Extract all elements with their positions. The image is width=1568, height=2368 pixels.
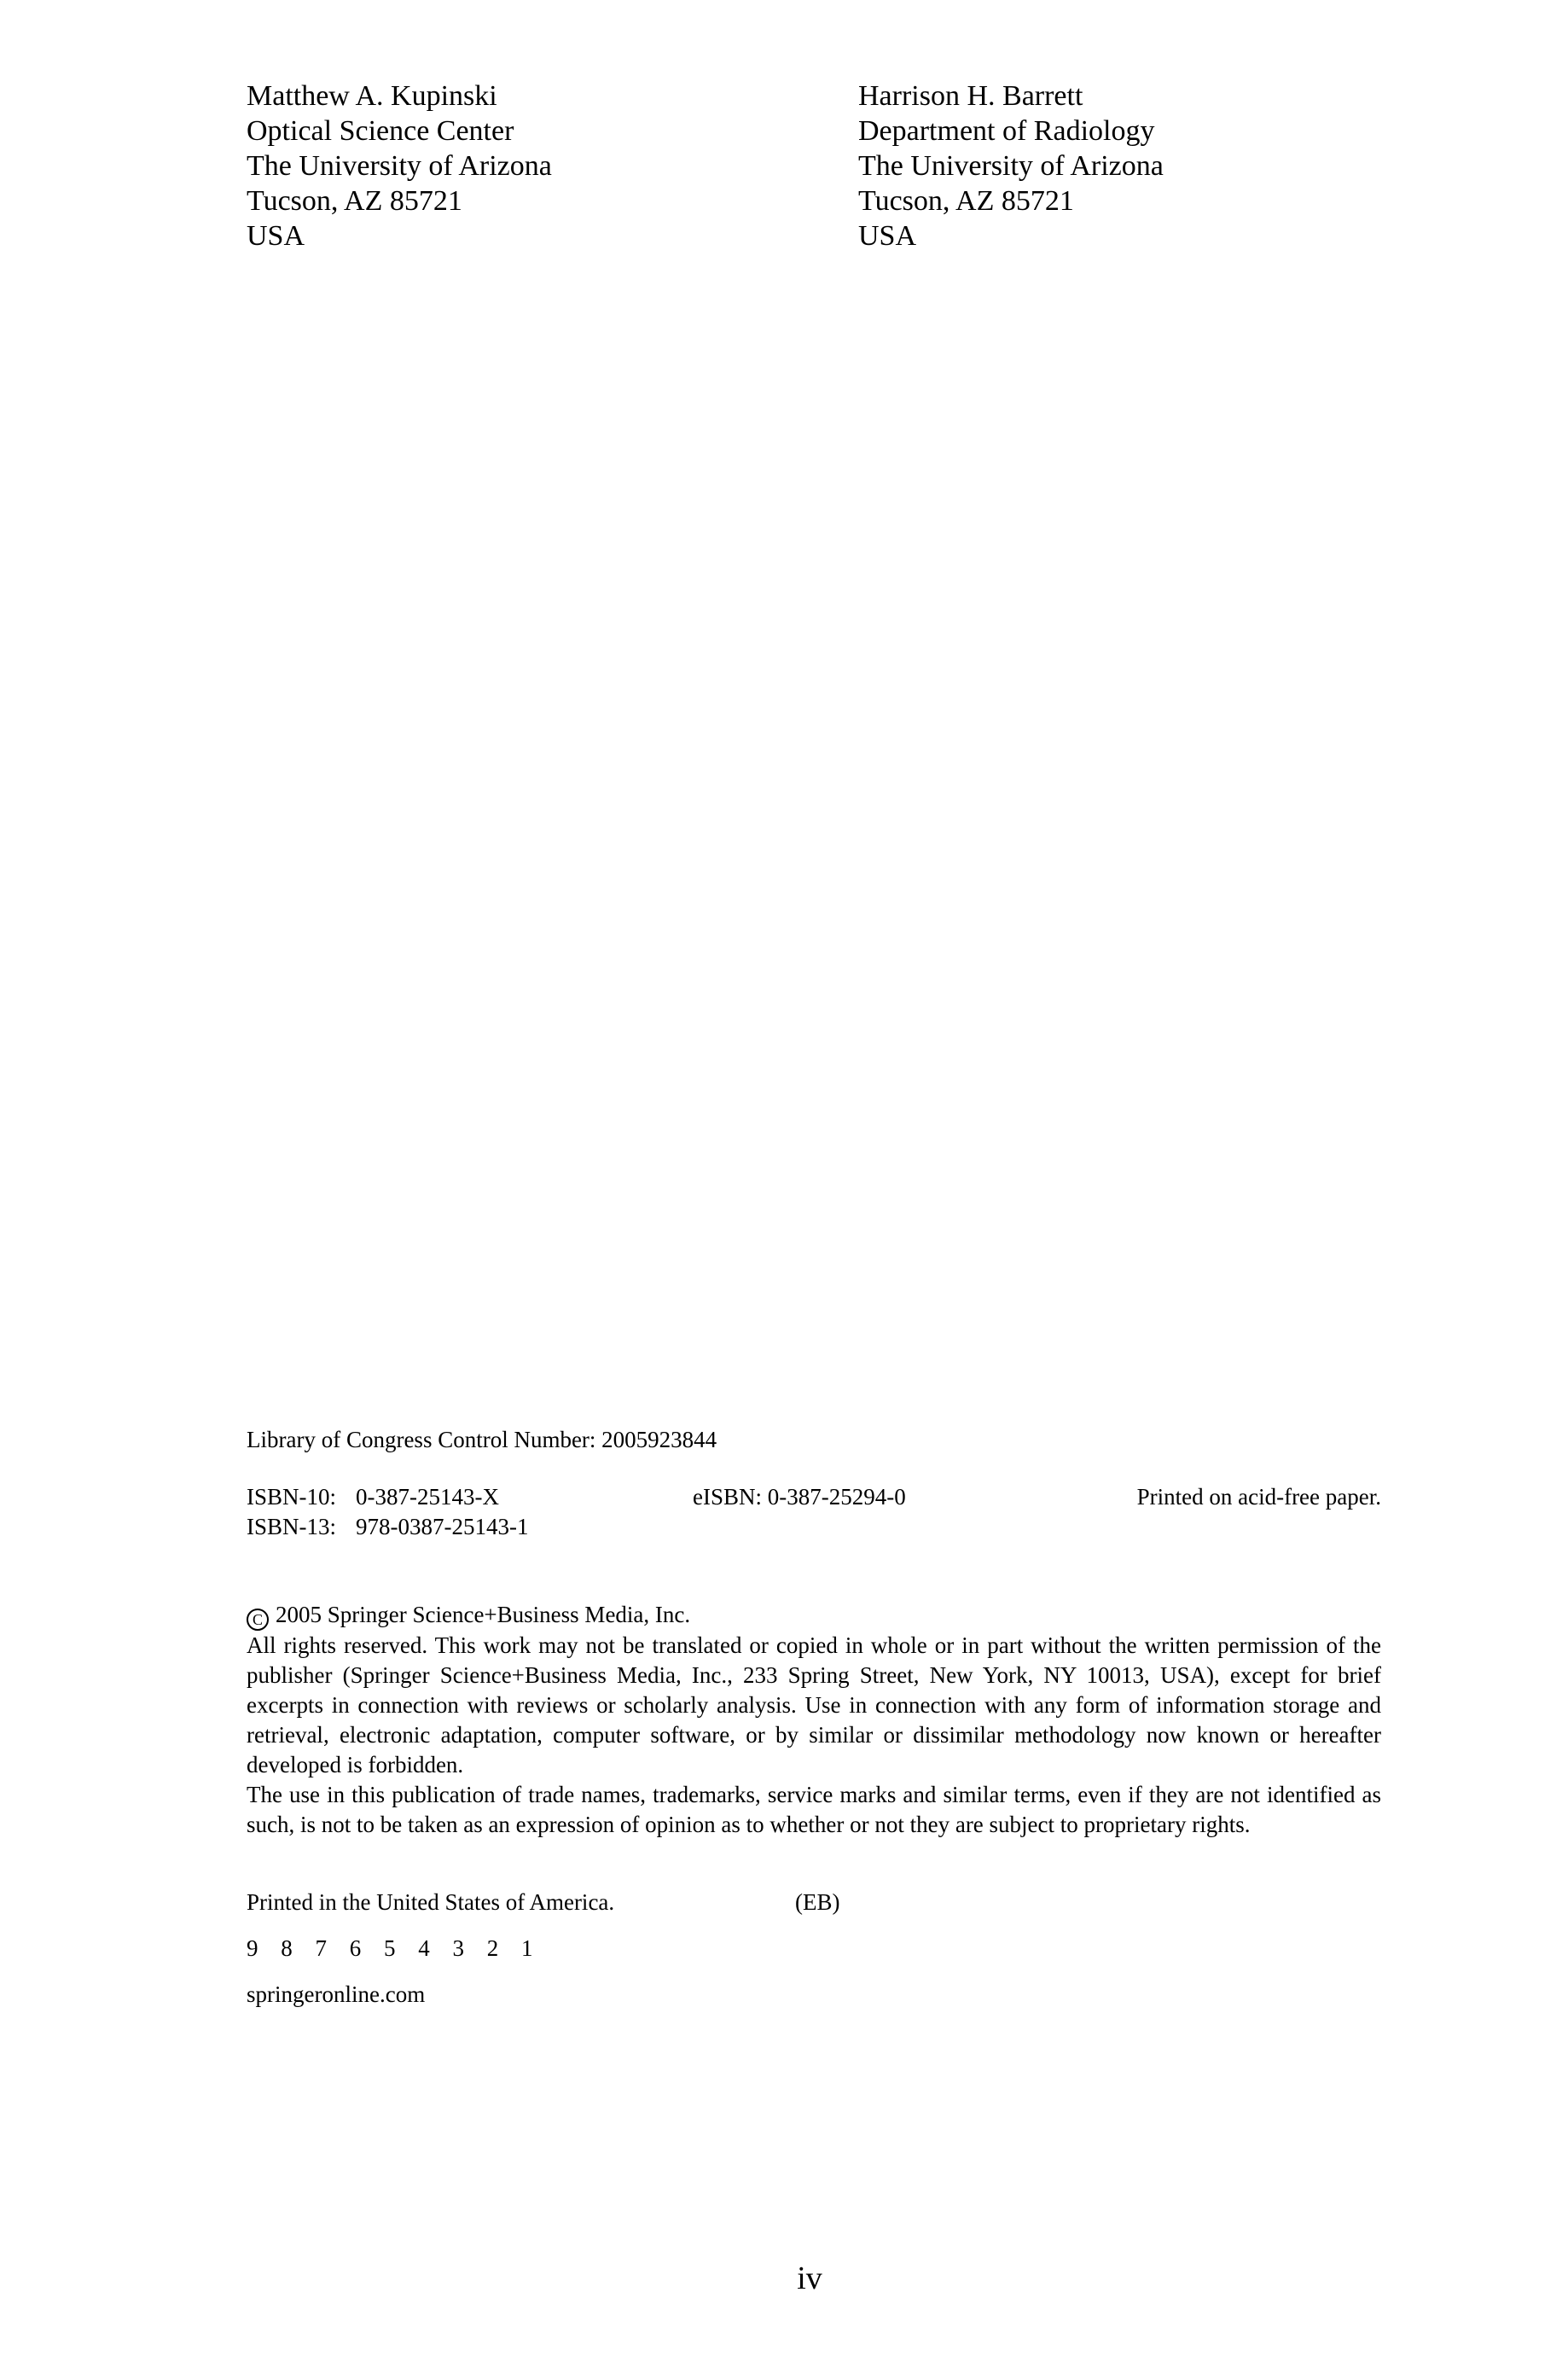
author-country: USA bbox=[858, 220, 917, 252]
print-number: 2 bbox=[486, 1935, 499, 1961]
copyright-line bbox=[247, 1600, 1381, 1631]
print-number: 6 bbox=[349, 1935, 362, 1961]
printed-in-line: Printed in the United States of America. bbox=[247, 1889, 615, 1915]
author-city: Tucson, AZ 85721 bbox=[247, 185, 462, 217]
author-institution: The University of Arizona bbox=[247, 150, 552, 182]
isbn13-row bbox=[247, 1512, 528, 1542]
print-number: 3 bbox=[452, 1935, 464, 1961]
eisbn-line: eISBN: 0-387-25294-0 bbox=[693, 1484, 906, 1510]
copyright-holder: 2005 Springer Science+Business Media, Inc. bbox=[276, 1602, 691, 1627]
print-number: 1 bbox=[521, 1935, 533, 1961]
author-institution: The University of Arizona bbox=[858, 150, 1164, 182]
isbn10-label: ISBN-10: bbox=[247, 1484, 337, 1510]
isbn10-row bbox=[247, 1482, 528, 1512]
author-department: Department of Radiology bbox=[858, 115, 1155, 147]
rights-paragraph: All rights reserved. This work may not be translated or copied in whole or in part without the written permission of the publisher (Springer Science+Business Media, Inc., 233 Spring Street, New York, NY 10013, USA), except for brief excerpts in connection with reviews or scholarly analysis. Use in connection with any form of information storage and retrieval, electronic adaptation, computer software, or by similar or dissimilar methodology now known or hereafter developed is forbidden. bbox=[247, 1632, 1381, 1777]
isbn13-label: ISBN-13: bbox=[247, 1514, 337, 1539]
author-city: Tucson, AZ 85721 bbox=[858, 185, 1074, 217]
isbn10-value: 0-387-25143-X bbox=[356, 1484, 499, 1510]
acid-free-note: Printed on acid-free paper. bbox=[1136, 1484, 1381, 1510]
author-name: Matthew A. Kupinski bbox=[247, 80, 497, 112]
print-number: 4 bbox=[418, 1935, 430, 1961]
author-name: Harrison H. Barrett bbox=[858, 80, 1083, 112]
copyright-block bbox=[247, 1600, 1381, 1840]
print-number: 9 bbox=[247, 1935, 258, 1961]
author-block-barrett bbox=[858, 79, 1164, 253]
isbn-block bbox=[247, 1482, 528, 1542]
lccn-line: Library of Congress Control Number: 2005923844 bbox=[247, 1427, 717, 1452]
author-block-kupinski bbox=[247, 79, 552, 253]
print-number-line bbox=[247, 1934, 550, 1964]
print-number: 8 bbox=[281, 1935, 293, 1961]
copyright-icon: C bbox=[247, 1609, 269, 1631]
print-number: 5 bbox=[384, 1935, 396, 1961]
trademarks-paragraph: The use in this publication of trade names, trademarks, service marks and similar terms, even if they are not identified as such, is not to be taken as an expression of opinion as to whether or not they are subject to proprietary rights. bbox=[247, 1782, 1381, 1837]
isbn13-value: 978-0387-25143-1 bbox=[356, 1514, 529, 1539]
website-line: springeronline.com bbox=[247, 1981, 426, 2007]
page-number: iv bbox=[797, 2260, 822, 2296]
printer-code: (EB) bbox=[795, 1889, 840, 1915]
author-country: USA bbox=[247, 220, 305, 252]
author-department: Optical Science Center bbox=[247, 115, 514, 147]
print-number: 7 bbox=[315, 1935, 327, 1961]
